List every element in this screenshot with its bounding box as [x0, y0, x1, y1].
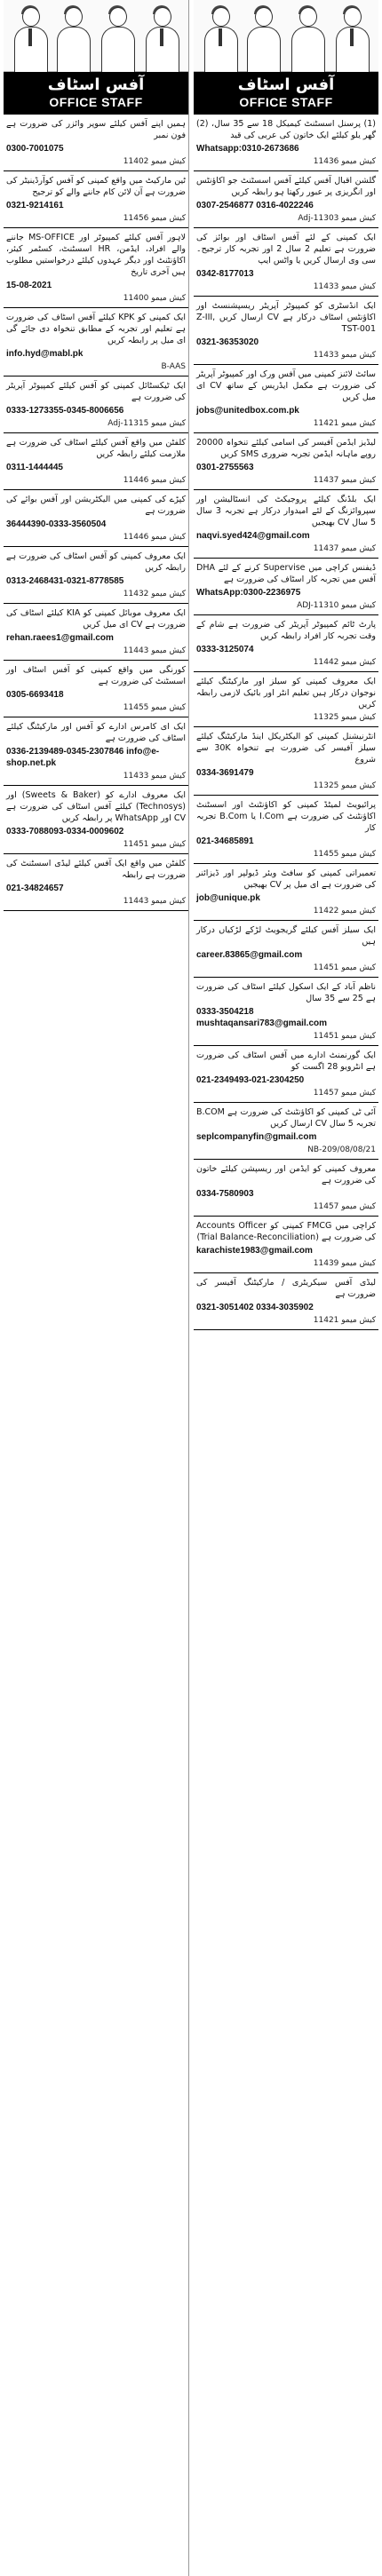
- classified-ad: [194, 1046, 378, 1103]
- classified-ad: [4, 308, 188, 376]
- classified-ad: [4, 661, 188, 717]
- classified-ad: [194, 490, 378, 559]
- ad-text: سائٹ لائنز کمپنی میں آفس ورک اور کمپیوٹر آپریٹر کی ضرورت ہے مکمل ایڈریس کے ساتھ CV ای میل کریں: [196, 369, 376, 402]
- ad-memo-code: کیش میمو 11451: [313, 963, 376, 972]
- ad-text: ایک ٹیکسٹائل کمپنی کو آفس کیلئے کمپیوٹر آپریٹر کی ضرورت ہے: [6, 381, 186, 402]
- ad-memo-code: کیش میمو 11451: [123, 840, 186, 849]
- person-figure: [334, 5, 370, 71]
- ad-contact: 0321-3051402 0334-3035902: [196, 1303, 314, 1312]
- ad-contact: 0333-3504218 mushtaqansari783@gmail.com: [196, 1007, 328, 1028]
- section-title-english: OFFICE STAFF: [49, 95, 143, 109]
- ad-memo-code: کیش میمو 11402: [123, 157, 186, 166]
- header-illustration: [194, 0, 378, 72]
- ad-text: معروف کمپنی کو ایڈمن اور ریسپشن کیلئے خاتون کی ضرورت ہے: [196, 1164, 376, 1185]
- classified-ad: [194, 228, 378, 297]
- ad-memo-code: کیش میمو 11455: [313, 850, 376, 859]
- ad-text: ایک معروف کمپنی کو آفس اسٹاف کی ضرورت ہے رابطہ کریں: [6, 551, 186, 573]
- person-figure: [290, 5, 325, 71]
- classified-ad: [194, 1160, 378, 1217]
- ad-memo-code: NB-209/08/08/21: [307, 1145, 376, 1154]
- ad-contact: info.hyd@mabl.pk: [6, 349, 84, 359]
- ad-contact: 0321-9214161: [6, 201, 64, 210]
- person-figure: [99, 5, 135, 71]
- classified-ad: [4, 786, 188, 854]
- person-figure: [12, 5, 48, 71]
- ad-memo-code: کیش میمو 11432: [123, 590, 186, 598]
- classified-ad: [194, 297, 378, 365]
- ad-memo-code: کیش میمو 11436: [313, 157, 376, 166]
- column-divider: [188, 0, 189, 2576]
- classified-ad: [4, 115, 188, 171]
- ad-contact: 0333-7088093-0334-0009602: [6, 827, 124, 836]
- ad-text: لاہور آفس کیلئے کمپیوٹر اور MS-OFFICE جاننے والے افراد، ایڈمن، HR اسسٹنٹ، کسٹمر کیئر، اکاؤنٹنٹ اور دیگر عہدوں کیلئے درخواستیں مطلوب ہیں آخری تاریخ: [6, 233, 186, 277]
- ad-contact: 36444390-0333-3560504: [6, 519, 107, 529]
- ad-contact: naqvi.syed424@gmail.com: [196, 531, 310, 541]
- classified-ad: [194, 727, 378, 796]
- classified-ad: [194, 559, 378, 615]
- classified-ad: [194, 1273, 378, 1330]
- section-title-english: OFFICE STAFF: [239, 95, 333, 109]
- ad-contact: 15-08-2021: [6, 281, 52, 290]
- ad-contact: 0342-8177013: [196, 269, 254, 279]
- ad-contact: seplcompanyfin@gmail.com: [196, 1132, 317, 1142]
- classified-ad: [4, 228, 188, 308]
- ad-text: ایک کمپنی کے لئے آفس اسٹاف اور بوائز کی ضرورت ہے تعلیم 2 سال 2 اور تجربہ کار ترجیح۔ سی وی ارسال کریں یا واٹس ایپ: [196, 233, 377, 266]
- ad-contact: 0321-36353020: [196, 337, 259, 347]
- ad-text: پرائیویٹ لمیٹڈ کمپنی کو اکاؤنٹنٹ اور اسسٹنٹ اکاؤنٹنٹ کی ضرورت ہے I.Com یا B.Com تجربہ کار: [196, 800, 377, 833]
- ad-memo-code: کیش میمو 11442: [313, 658, 376, 667]
- ad-text: ایک بلڈنگ کیلئے پروجیکٹ کی انسٹالیشن اور سپروائزنگ کے لئے امیدوار درکار ہے تجربہ 3 سال 5 سال CV بھیجیں: [196, 495, 377, 527]
- ad-text: کورنگی میں واقع کمپنی کو آفس اسٹاف اور اسسٹنٹ کی ضرورت ہے: [6, 665, 186, 686]
- classified-ad-list: [4, 115, 188, 911]
- classified-ad: [4, 490, 188, 547]
- ad-contact: Whatsapp:0310-2673686: [196, 144, 299, 154]
- ad-contact: 0311-1444445: [6, 463, 63, 472]
- ad-contact: 0334-7580903: [196, 1189, 254, 1199]
- ad-text: ایک معروف ادارے کو (Sweets & Baker) اور (Technosys) کیلئے آفس اسٹاف کی ضرورت ہے CV اور WhatsApp پر رابطہ کریں: [6, 790, 186, 823]
- classified-ad: [194, 365, 378, 433]
- ad-text: ایک انڈسٹری کو کمپیوٹر آپریٹر ریسپشنسٹ اور اکاؤنٹس اسٹاف درکار ہے CV ارسال کریں Z-III, TST-001: [196, 301, 376, 334]
- ad-contact: career.83865@gmail.com: [196, 950, 303, 960]
- classified-ad: [194, 1103, 378, 1160]
- ad-contact: WhatsApp:0300-2236975: [196, 588, 301, 598]
- ad-text: ایک معروف کمپنی کو سیلز اور مارکیٹنگ کیلئے نوجوان درکار ہیں تعلیم انٹر اور بائیک لازمی رابطہ کریں: [196, 677, 376, 709]
- ad-text: گلشن اقبال آفس کیلئے آفس اسسٹنٹ جو اکاؤنٹس اور انگریزی پر عبور رکھتا ہو رابطہ کریں: [196, 176, 376, 197]
- ad-memo-code: کیش میمو 11433: [313, 282, 376, 291]
- ad-contact: 0305-6693418: [6, 690, 64, 700]
- ad-text: پارٹ ٹائم کمپیوٹر آپریٹر کی ضرورت ہے شام کے وقت تجربہ کار افراد رابطہ کریں: [196, 620, 376, 641]
- ad-text: کپڑے کی کمپنی میں الیکٹریشن اور آفس بوائے کی ضرورت ہے: [6, 495, 186, 516]
- person-figure: [144, 5, 179, 71]
- ad-memo-code: کیش میمو ADJ-11310: [297, 601, 376, 610]
- header-illustration: [4, 0, 188, 72]
- classified-ad: [194, 978, 378, 1046]
- ad-text: (1) پرسنل اسسٹنٹ کیمیکل 18 سے 35 سال، (2) گھر یلو کیلئے ایک خاتون کی عربی کی قید: [196, 119, 376, 140]
- ad-text: ایک ای کامرس ادارے کو آفس اور مارکیٹنگ کیلئے اسٹاف کی ضرورت ہے: [6, 722, 186, 743]
- ad-text: ایک معروف موبائل کمپنی کو KIA کیلئے اسٹاف کی ضرورت ہے CV ای میل کریں: [6, 608, 186, 630]
- ad-text: کلفٹن میں واقع ایک آفس کیلئے لیڈی اسسٹنٹ کی ضرورت ہے رابطہ: [6, 859, 186, 880]
- ad-contact: 0313-2468431-0321-8778585: [6, 576, 124, 586]
- classified-ad-list: [194, 115, 378, 1330]
- classified-ad: [194, 1217, 378, 1273]
- ad-text: ایک سیلز آفس کیلئے گریجویٹ لڑکے لڑکیاں درکار ہیں: [196, 925, 376, 947]
- section-title-urdu: آفس اسٹاف: [47, 75, 145, 94]
- classified-ad: [194, 921, 378, 978]
- ad-text: ناظم آباد کے ایک اسکول کیلئے اسٹاف کی ضرورت ہے 25 سے 35 سال: [196, 982, 376, 1003]
- ad-memo-code: کیش میمو 11457: [313, 1089, 376, 1098]
- ad-contact: 0301-2755563: [196, 463, 254, 472]
- ad-text: کلفٹن میں واقع آفس کیلئے اسٹاف کی ضرورت ہے ملازمت کیلئے رابطہ کریں: [6, 438, 186, 459]
- ad-text: آئی ٹی کمپنی کو اکاؤنٹنٹ کی ضرورت ہے B.COM تجربہ 5 سال CV ارسال کریں: [196, 1107, 376, 1129]
- ad-contact: 021-34685891: [196, 836, 254, 846]
- ad-contact: 021-2349493-021-2304250: [196, 1075, 305, 1085]
- classified-ad: [4, 433, 188, 490]
- classified-ad: [194, 864, 378, 921]
- right-column: [194, 0, 378, 2576]
- classified-ad: [4, 171, 188, 228]
- ad-memo-code: کیش میمو 11437: [313, 476, 376, 485]
- ad-contact: 021-34824657: [6, 884, 64, 893]
- ad-contact: job@unique.pk: [196, 893, 260, 903]
- ad-text: ٹین مارکیٹ میں واقع کمپنی کو آفس کوآرڈینیٹر کی ضرورت ہے آن لائن کام جاننے والے کو ترجیح: [6, 176, 186, 197]
- ad-memo-code: کیش میمو 11437: [313, 544, 376, 553]
- section-title: [194, 72, 378, 115]
- ad-contact: 0333-1273355-0345-8006656: [6, 406, 124, 416]
- ad-text: ایک گورنمنٹ ادارے میں آفس اسٹاف کی ضرورت ہے انٹرویو 28 اگست کو: [196, 1050, 376, 1072]
- classified-ad: [4, 854, 188, 911]
- ad-memo-code: کیش میمو 11443: [123, 897, 186, 906]
- ad-memo-code: کیش میمو 11451: [313, 1032, 376, 1041]
- classified-ad: [194, 672, 378, 727]
- person-figure: [245, 5, 281, 71]
- ad-contact: 0336-2139489-0345-2307846 info@e-shop.net.pk: [6, 747, 160, 768]
- section-title: [4, 72, 188, 115]
- ad-memo-code: کیش میمو 11421: [313, 419, 376, 428]
- classified-ad: [194, 433, 378, 490]
- ad-memo-code: کیش میمو 11456: [123, 214, 186, 223]
- classified-ad: [194, 615, 378, 672]
- ad-contact: karachiste1983@gmail.com: [196, 1246, 313, 1256]
- classified-ad: [194, 171, 378, 228]
- left-column: [4, 0, 188, 2576]
- classified-ad: [4, 376, 188, 433]
- classified-ad: [194, 115, 378, 171]
- person-figure: [55, 5, 91, 71]
- ad-contact: 0333-3125074: [196, 645, 254, 654]
- ad-memo-code: کیش میمو 11443: [123, 646, 186, 655]
- ad-text: تعمیراتی کمپنی کو سافٹ ویئر ڈیولپر اور ڈیزائنر کی ضرورت ہے ای میل پر CV بھیجیں: [196, 868, 376, 890]
- ad-memo-code: کیش میمو 11421: [313, 1316, 376, 1325]
- ad-contact: 0307-2546877 0316-4022246: [196, 201, 314, 210]
- ad-text: لیڈیز ایڈمن آفیسر کی اسامی کیلئے تنخواہ 20000 روپے ماہانہ ایڈمن تجربہ ضروری SMS کریں: [196, 438, 376, 459]
- ad-text: ہمیں اپنے آفس کیلئے سوپر وائزر کی ضرورت ہے فون نمبر: [6, 119, 186, 140]
- ad-memo-code: کیش میمو 11439: [313, 1259, 376, 1268]
- section-title-urdu: آفس اسٹاف: [237, 75, 335, 94]
- ad-contact: 0300-7001075: [6, 144, 64, 154]
- person-figure: [203, 5, 238, 71]
- ad-memo-code: کیش میمو 11446: [123, 476, 186, 485]
- ad-text: ایک کمپنی کو KPK کیلئے آفس اسٹاف کی ضرورت ہے تعلیم اور تجربہ کے مطابق تنخواہ دی جائے گی ای میل پر رابطہ کریں: [6, 313, 187, 345]
- ad-memo-code: کیش میمو 11325: [313, 781, 376, 790]
- ad-text: ڈیفنس کراچی میں Supervise کرنے کے لئے DHA آفس میں تجربہ کار اسٹاف کی ضرورت ہے: [196, 563, 376, 584]
- ad-memo-code: کیش میمو 11433: [123, 772, 186, 781]
- classified-ad: [4, 717, 188, 786]
- ad-text: کراچی میں FMCG کمپنی کو Accounts Officer کی ضرورت ہے (Trial Balance-Reconciliation): [196, 1221, 377, 1242]
- ad-contact: rehan.raees1@gmail.com: [6, 633, 114, 643]
- ad-memo-code: کیش میمو Adj-11303: [298, 214, 376, 223]
- ad-memo-code: کیش میمو 11455: [123, 703, 186, 712]
- ad-text: انٹرنیشنل کمپنی کو الیکٹریکل اینڈ مارکیٹنگ کیلئے سیلز آفیسر کی ضرورت ہے تنخواہ 30K سے شروع: [196, 732, 377, 765]
- classified-ad: [4, 547, 188, 604]
- ad-text: لیڈی آفس سیکریٹری / مارکیٹنگ آفیسر کی ضرورت ہے: [196, 1278, 376, 1299]
- ad-contact: 0334-3691479: [196, 768, 254, 778]
- ad-memo-code: کیش میمو 11325: [313, 713, 376, 722]
- classified-ad: [194, 796, 378, 864]
- ad-contact: jobs@unitedbox.com.pk: [196, 406, 299, 416]
- ad-memo-code: B-AAS: [161, 362, 186, 371]
- ad-memo-code: کیش میمو 11457: [313, 1202, 376, 1211]
- ad-memo-code: کیش میمو 11422: [313, 907, 376, 915]
- classified-ad: [4, 604, 188, 661]
- ad-memo-code: کیش میمو 11446: [123, 533, 186, 542]
- ad-memo-code: کیش میمو 11433: [313, 351, 376, 360]
- ad-memo-code: کیش میمو 11400: [123, 294, 186, 303]
- ad-memo-code: کیش میمو 11315-Adj: [107, 419, 186, 428]
